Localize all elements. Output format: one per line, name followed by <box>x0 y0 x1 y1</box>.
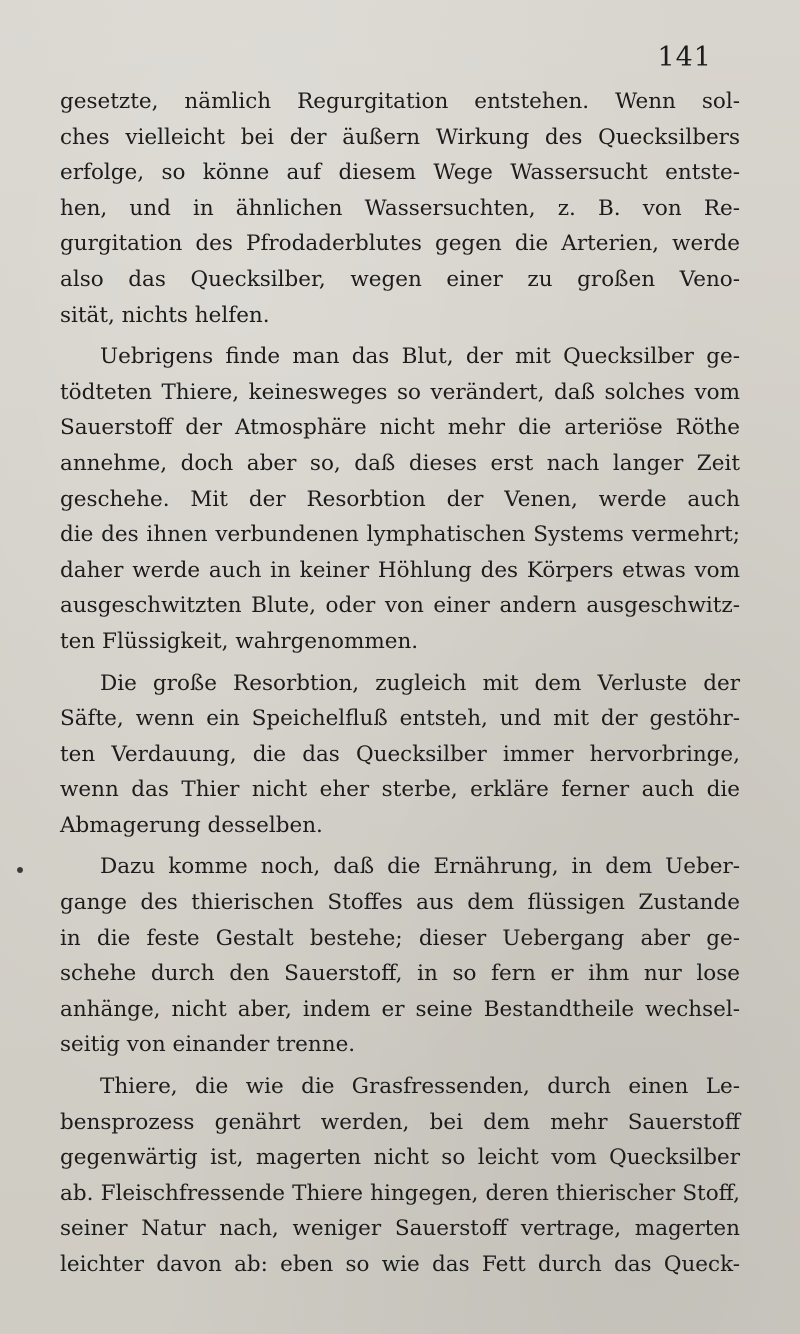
paragraph-2 <box>60 339 740 659</box>
text-line: gegenwärtig ist, magerten nicht so leicht vom Quecksilber <box>60 1145 740 1171</box>
text-line: ches vielleicht bei der äußern Wirkung des Quecksilbers <box>60 124 740 150</box>
text-line: geschehe. Mit der Resorbtion der Venen, werde auch <box>60 486 740 512</box>
text-line: sität, nichts helfen. <box>60 302 270 328</box>
text-line: Dazu komme noch, daß die Ernährung, in dem Ueber- <box>100 854 740 880</box>
text-line: ab. Fleischfressende Thiere hingegen, deren thierischer Stoff, <box>60 1180 740 1206</box>
text-line: die des ihnen verbundenen lymphatischen Systems vermehrt; <box>60 522 740 548</box>
text-line: anhänge, nicht aber, indem er seine Bestandtheile wechsel- <box>60 996 740 1022</box>
text-line: Sauerstoff der Atmosphäre nicht mehr die arteriöse Röthe <box>60 415 740 441</box>
text-line: in die feste Gestalt bestehe; dieser Uebergang aber ge- <box>60 925 740 951</box>
page-number: 141 <box>657 42 712 73</box>
text-line: daher werde auch in keiner Höhlung des Körpers etwas vom <box>60 557 740 583</box>
paragraph-4 <box>60 849 740 1063</box>
text-line: ausgeschwitzten Blute, oder von einer andern ausgeschwitz- <box>60 593 740 619</box>
text-line: erfolge, so könne auf diesem Wege Wassersucht entste- <box>60 160 740 186</box>
paragraph-1 <box>60 84 740 333</box>
text-line: Thiere, die wie die Grasfressenden, durch einen Le- <box>100 1074 740 1100</box>
text-line: tödteten Thiere, keinesweges so verändert, daß solches vom <box>60 379 740 405</box>
text-line: seitig von einander trenne. <box>60 1032 356 1058</box>
text-line: also das Quecksilber, wegen einer zu großen Veno- <box>60 266 740 292</box>
text-line: gesetzte, nämlich Regurgitation entstehen. Wenn sol- <box>60 89 740 114</box>
text-line: bensprozess genährt werden, bei dem mehr Sauerstoff <box>60 1109 740 1135</box>
text-line: hen, und in ähnlichen Wassersuchten, z. B. von Re- <box>60 195 740 221</box>
text-line: schehe durch den Sauerstoff, in so fern er ihm nur lose <box>60 961 740 987</box>
text-line: ten Flüssigkeit, wahrgenommen. <box>60 628 419 654</box>
text-line: Die große Resorbtion, zugleich mit dem Verluste der <box>100 670 740 696</box>
text-line: gange des thierischen Stoffes aus dem flüssigen Zustande <box>60 890 740 916</box>
text-line: annehme, doch aber so, daß dieses erst nach langer Zeit <box>60 450 740 476</box>
text-line: leichter davon ab: eben so wie das Fett durch das Queck- <box>60 1252 740 1277</box>
ink-speck <box>17 867 23 873</box>
text-line: Säfte, wenn ein Speichelfluß entsteh, und mit der gestöhr- <box>60 706 740 732</box>
paragraph-5 <box>60 1069 740 1283</box>
text-line: Uebrigens finde man das Blut, der mit Quecksilber ge- <box>100 344 740 370</box>
text-line: wenn das Thier nicht eher sterbe, erkläre ferner auch die <box>60 777 740 803</box>
text-line: seiner Natur nach, weniger Sauerstoff vertrage, magerten <box>60 1216 740 1242</box>
text-line: ten Verdauung, die das Quecksilber immer hervorbringe, <box>60 741 740 767</box>
text-line: gurgitation des Pfrodaderblutes gegen die Arterien, werde <box>60 231 740 257</box>
paragraph-3 <box>60 666 740 844</box>
body-text <box>60 84 740 1283</box>
text-line: Abmagerung desselben. <box>60 812 323 838</box>
